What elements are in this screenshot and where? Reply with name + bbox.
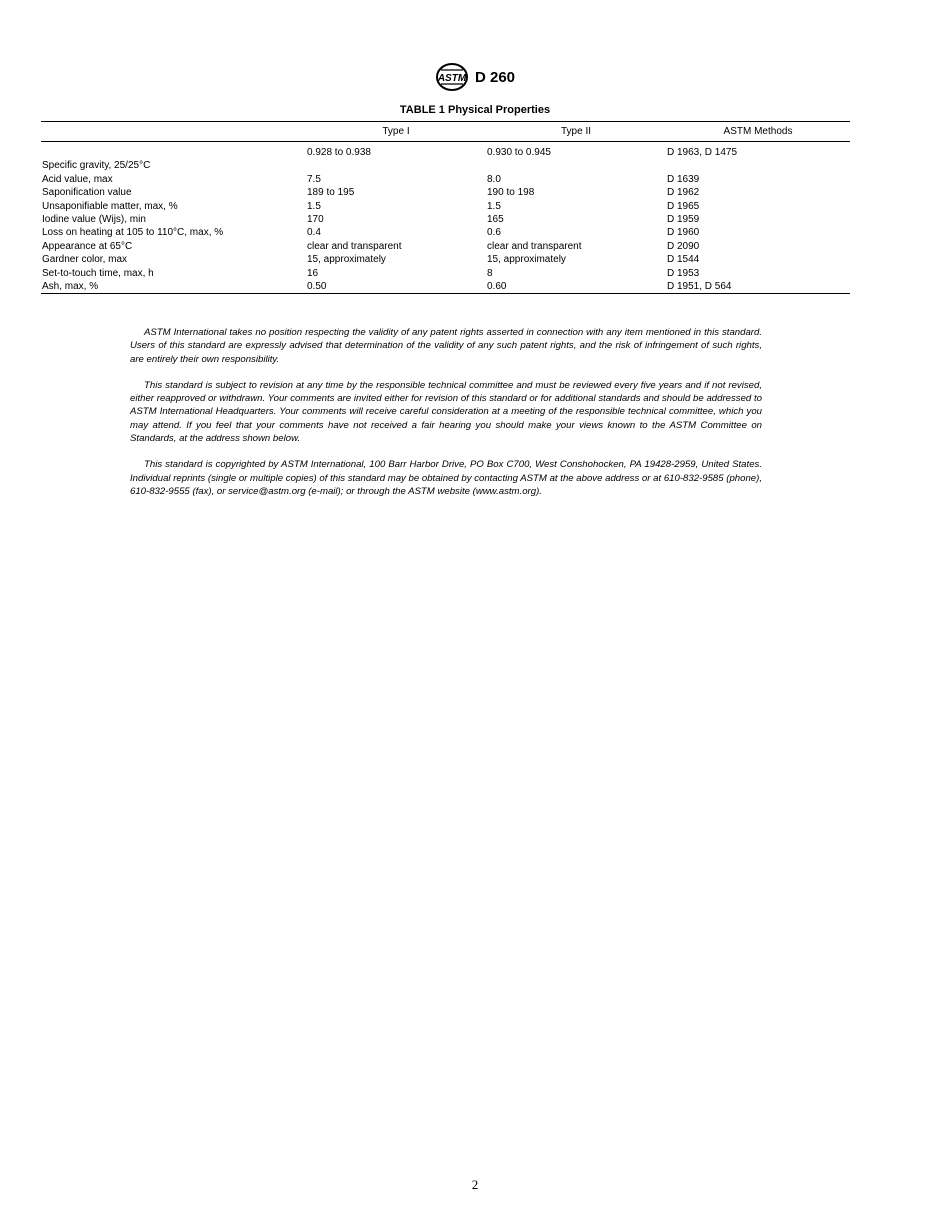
page-number: 2 [471, 1177, 479, 1192]
table-cell-type-2: 0.60 [486, 280, 666, 294]
table-cell-method: D 1953 [667, 267, 700, 279]
table-cell-type-2: 0.930 to 0.945 [487, 147, 551, 158]
physical-properties-table-wrap [41, 121, 850, 294]
revision-notice: This standard is subject to revision at any time by the responsible technical committee and must be reviewed every five years and if not revised, either reapproved or withdrawn. Your comments are invited either for revision of this standard or for additional standards and should be addressed to ASTM International Headquarters. Your comments will receive careful consideration at a meeting of the responsible technical committee, which you may attend. If you feel that your comments have not received a fair hearing you should make your views known to the ASTM Committee on Standards, at the address shown below. [130, 379, 762, 445]
table-cell-property: Appearance at 65°C [42, 240, 133, 252]
table-cell-type-2: 8 [487, 267, 493, 279]
table-row [41, 253, 850, 266]
column-header-property [41, 122, 306, 142]
table-title: TABLE 1 Physical Properties [399, 104, 551, 116]
table-cell-property: Acid value, max [42, 173, 113, 185]
table-cell-type-2: 15, approximately [487, 254, 566, 266]
logo-lettering: ASTM [437, 73, 467, 84]
table-cell-property: Iodine value (Wijs), min [42, 213, 146, 225]
table-row [41, 186, 850, 199]
table-row [41, 280, 850, 294]
table-cell-type-1: 7.5 [307, 173, 321, 185]
table-cell-property: Ash, max, % [41, 280, 306, 294]
table-cell-property: Saponification value [42, 187, 132, 199]
table-cell-method [666, 159, 850, 172]
patent-notice: ASTM International takes no position respecting the validity of any patent rights asserted in connection with any item mentioned in this standard. Users of this standard are expressly advised that determination of the validity of any such patent rights, and the risk of infringement of such rights, are entirely their own responsibility. [130, 327, 762, 365]
table-cell-property: Unsaponifiable matter, max, % [42, 200, 178, 212]
table-row [41, 267, 850, 280]
document-header [0, 62, 950, 92]
table-row [41, 142, 850, 160]
table-cell-type-1: 0.4 [307, 227, 321, 239]
table-cell-property: Loss on heating at 105 to 110°C, max, % [42, 227, 224, 239]
table-cell-method: D 1951, D 564 [666, 280, 850, 294]
column-header-type-1: Type I [306, 122, 486, 142]
table-cell-method: D 1959 [667, 213, 700, 225]
table-cell-method: D 1963, D 1475 [667, 147, 738, 158]
table-cell-method: D 1960 [667, 227, 700, 239]
table-cell-type-2: 190 to 198 [487, 187, 535, 199]
table-cell-property: Gardner color, max [42, 254, 128, 266]
table-cell-property [41, 142, 306, 160]
table-cell-method: D 1962 [667, 187, 700, 199]
table-cell-method: D 1965 [667, 200, 700, 212]
table-cell-type-1: 189 to 195 [307, 187, 355, 199]
physical-properties-table [41, 121, 850, 294]
column-header-astm-methods: ASTM Methods [666, 122, 850, 142]
table-row [41, 240, 850, 253]
table-row [41, 173, 850, 186]
table-row [41, 200, 850, 213]
table-cell-property: Set-to-touch time, max, h [42, 267, 154, 279]
table-cell-type-2: 0.6 [487, 227, 501, 239]
table-cell-type-1: clear and transparent [307, 240, 402, 252]
table-cell-type-1: 15, approximately [307, 254, 386, 266]
table-cell-type-2: 8.0 [487, 173, 501, 185]
table-cell-method: D 1639 [667, 173, 700, 185]
legal-notices [130, 326, 762, 511]
table-cell-type-2: 1.5 [487, 200, 501, 212]
column-header-type-2: Type II [486, 122, 666, 142]
table-cell-type-2: clear and transparent [487, 240, 582, 252]
table-cell-type-1: 0.50 [306, 280, 486, 294]
table-cell-property: Specific gravity, 25/25°C [42, 160, 151, 172]
astm-logo-icon [435, 62, 469, 92]
table-cell-type-2: 165 [487, 213, 504, 225]
table-header-row [41, 122, 850, 142]
table-cell-method: D 1544 [667, 254, 700, 266]
header-logo-group [435, 62, 515, 92]
table-row [41, 213, 850, 226]
table-cell-type-2 [486, 159, 666, 172]
table-cell-method: D 2090 [667, 240, 700, 252]
table-row [41, 226, 850, 239]
document-number: D 260 [474, 68, 516, 86]
table-cell-type-1 [306, 159, 486, 172]
table-cell-type-1: 170 [307, 213, 324, 225]
table-cell-type-1: 16 [307, 267, 319, 279]
table-row [41, 159, 850, 172]
copyright-notice: This standard is copyrighted by ASTM International, 100 Barr Harbor Drive, PO Box C700, West Conshohocken, PA 19428-2959, United States. Individual reprints (single or multiple copies) of this standard may be obtained by contacting ASTM at the above address or at 610-832-9585 (phone), 610-832-9555 (fax), or service@astm.org (e-mail); or through the ASTM website (www.astm.org). [130, 459, 762, 497]
table-cell-type-1: 0.928 to 0.938 [307, 147, 371, 158]
table-cell-type-1: 1.5 [307, 200, 321, 212]
